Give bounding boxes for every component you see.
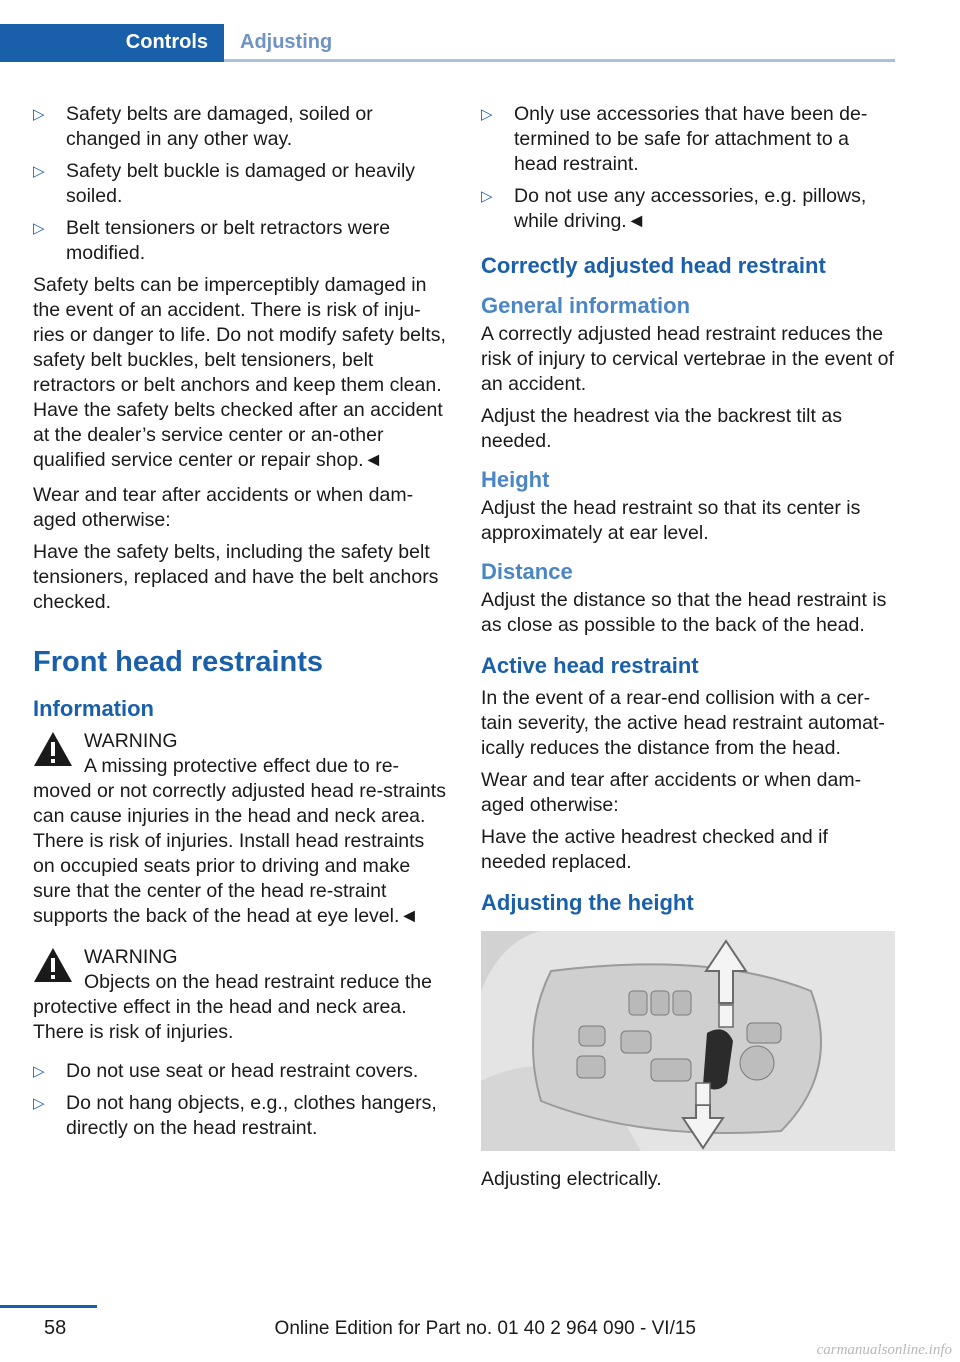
paragraph: Adjust the head restraint so that its center is approximately at ear level.: [481, 497, 861, 544]
paragraph: A correctly adjusted head restraint reduces the risk of injury to cervical vertebrae in the event of an accident.: [481, 323, 894, 395]
list-item: [481, 102, 895, 177]
subsection-title: Correctly adjusted head restraint: [481, 253, 826, 278]
list-item-text: Only use accessories that have been de-termined to be safe for attachment to a head restraint.: [514, 103, 868, 175]
list-item: [33, 1091, 447, 1141]
list-item-text: Safety belts are damaged, soiled or changed in any other way.: [66, 103, 373, 150]
bullet-triangle-icon: ▷: [481, 188, 493, 205]
bullet-triangle-icon: ▷: [33, 220, 45, 237]
paragraph: Adjust the headrest via the backrest tilt as needed.: [481, 405, 842, 452]
warning-label: WARNING: [84, 730, 178, 752]
warning-triangle-icon: [33, 731, 73, 767]
list-item-text: Safety belt buckle is damaged or heavily soiled.: [66, 160, 416, 207]
bullet-triangle-icon: ▷: [33, 106, 45, 123]
figure-caption: Adjusting electrically.: [481, 1168, 662, 1190]
paragraph: Wear and tear after accidents or when dam-aged otherwise:: [481, 769, 862, 816]
page-number: 58: [44, 1317, 67, 1339]
warning-text: protective effect in the head and neck area. There is risk of injuries.: [33, 996, 407, 1043]
list-item: [33, 102, 447, 152]
warning-box: [33, 945, 447, 1045]
paragraph: Adjust the distance so that the head restraint is as close as possible to the back of the head.: [481, 589, 887, 636]
subsection-title: Adjusting the height: [481, 890, 694, 915]
warning-text-first: A missing protective effect due to re-: [84, 755, 400, 777]
warning-text-first: Objects on the head restraint reduce the: [84, 971, 432, 993]
subsection-title: General information: [481, 293, 691, 318]
paragraph: Wear and tear after accidents or when dam-aged otherwise:: [33, 484, 414, 531]
list-item-text: Do not use seat or head restraint covers.: [66, 1060, 419, 1082]
list-item-text: Belt tensioners or belt retractors were modified.: [66, 217, 391, 264]
watermark: carmanualsonline.info: [816, 1342, 952, 1358]
list-item: [33, 1059, 447, 1084]
warning-triangle-icon: [33, 947, 73, 983]
list-item: [33, 159, 447, 209]
right-column: [481, 102, 895, 1199]
section-tab-controls: Controls: [0, 24, 224, 62]
left-column: [33, 102, 447, 1148]
list-item: [481, 184, 895, 234]
header-divider: [224, 59, 895, 62]
paragraph: In the event of a rear-end collision with a cer-tain severity, the active head restraint automat-ically reduces the distance from the head.: [481, 687, 885, 759]
list-item: [33, 216, 447, 266]
bullet-triangle-icon: ▷: [33, 163, 45, 180]
subsection-title: Height: [481, 467, 550, 492]
bullet-triangle-icon: ▷: [481, 106, 493, 123]
section-title: Front head restraints: [33, 646, 324, 678]
edition-info: Online Edition for Part no. 01 40 2 964 090 - VI/15: [274, 1318, 696, 1339]
bullet-triangle-icon: ▷: [33, 1063, 45, 1080]
bullet-triangle-icon: ▷: [33, 1095, 45, 1112]
warning-box: [33, 729, 447, 929]
page-header: [0, 24, 895, 62]
section-tab-adjusting: Adjusting: [240, 31, 333, 53]
paragraph: Have the active headrest checked and if needed replaced.: [481, 826, 828, 873]
paragraph: Have the safety belts, including the safety belt tensioners, replaced and have the belt anchors checked.: [33, 541, 439, 613]
seat-control-illustration: [481, 931, 895, 1151]
seat-switch-image: [481, 931, 895, 1151]
footer-divider: [0, 1305, 97, 1308]
warning-text: moved or not correctly adjusted head re-straints can cause injuries in the head and neck area. There is risk of injuries. Install head restraints on occupied seats prior to driving and make sure that the center of the head re-straint supports the back of the head at eye level.◄: [33, 780, 446, 927]
subsection-title: Information: [33, 696, 154, 721]
paragraph: Safety belts can be imperceptibly damaged in the event of an accident. There is risk of inju-ries or danger to life. Do not modify safety belts, safety belt buckles, belt tensioners, belt retractors or belt anchors and keep them clean. Have the safety belts checked after an accident at the dealer’s service center or an-other qualified service center or repair shop.◄: [33, 274, 446, 471]
list-item-text: Do not hang objects, e.g., clothes hangers, directly on the head restraint.: [66, 1092, 437, 1139]
list-item-text: Do not use any accessories, e.g. pillows, while driving.◄: [514, 185, 867, 232]
subsection-title: Distance: [481, 559, 573, 584]
warning-label: WARNING: [84, 946, 178, 968]
subsection-title: Active head restraint: [481, 653, 699, 678]
